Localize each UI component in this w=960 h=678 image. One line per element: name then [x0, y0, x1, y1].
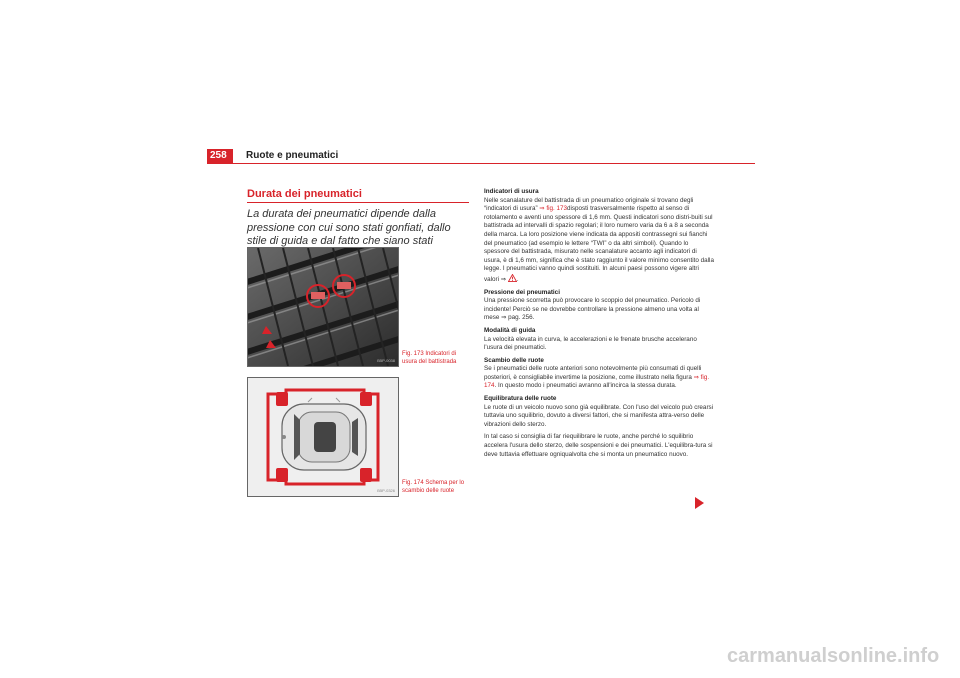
- page-number: 258: [210, 150, 227, 161]
- text-usura-a: Nelle scanalature del battistrada di un pneumatico originale si trovano degli “indicatori di usura”: [484, 196, 694, 213]
- section-intro: La durata dei pneumatici dipende dalla pressione con cui sono stati gonfiati, dallo stile di guida e dal fatto che siano stati: [247, 208, 451, 247]
- text-guida: La velocità elevata in curva, le accelerazioni e le frenate brusche accelerano l'usura dei pneumatici.: [484, 335, 697, 352]
- figure-wheel-rotation: [247, 377, 399, 497]
- figure-code: B5P-0326: [377, 488, 395, 493]
- text-usura-b: disposti trasversalmente rispetto al senso di rotolamento e aventi uno spessore di 1,6 mm. Questi indicatori sono distri-buiti sul battistrada ad intervalli di spazio regolari; il loro numero varia da 6 a 8 a seconda della marca. La loro posizione viene indicata da appositi contrassegni sui fianchi del pneumatico (ad esempio le lettere “TWI” o da altri simboli). Quando lo spessore del battistrada, misurato nelle scanalature accanto agli indicatori di usura, è di 1,6 mm, significa che è stato raggiunto il valore minimo consentito dalla legge. I pneumatici vanno quindi sostituiti. In alcuni paesi possono vigere altri valori ⇒: [484, 205, 714, 283]
- figure-173-caption: Fig. 173 Indicatori di usura del battistrada: [402, 351, 457, 365]
- text-pressione: Una pressione scorretta può provocare lo scoppio del pneumatico. Pericolo di incidente! Perciò se ne dovrebbe controllare la pressione almeno una volta al mese ⇒ pag. 256.: [484, 297, 701, 322]
- heading-scambio: Scambio delle ruote: [484, 356, 544, 364]
- text-scambio-a: Se i pneumatici delle ruote anteriori sono notevolmente più consumati di quelli posteriori, è consigliabile invertime la posizione, come illustrato nella figura: [484, 365, 702, 381]
- body-text-column: Indicatori di usura Nelle scanalature del battistrada di un pneumatico originale si trovano degli “indicatori di usura” ⇒ fig. 173disposti trasversalmente rispetto al senso di rotolamento e aventi uno spessore di 1,6 mm. Questi indicatori sono distri-buiti sul battistrada ad intervalli di spazio regolari; il loro numero varia da 6 a 8 a seconda della marca. La loro posizione viene indicata da appositi contrassegni sui fianchi del pneumatico (ad esempio le lettere “TWI” o da altri simboli). Quando lo spessore del battistrada, misurato nelle scanalature accanto agli indicatori di usura, è di 1,6 mm, significa che è stato raggiunto il valore minimo consentito dalla legge. I pneumatici vanno quindi sostituiti. In alcuni paesi possono vigere altri valori ⇒ . Pressione dei pneumatici Una pressione scorretta può provocare lo scoppio del pneumatico. Pericolo di incidente! Perciò se ne dovrebbe controllare la pressione almeno una volta al mese ⇒ pag. 256. Modalità di guida La velocità elevata in curva, le accelerazioni e le frenate brusche accelerano l'usura dei pneumatici. Scambio delle ruote Se i pneumatici delle ruote anteriori sono notevolmente più consumati di quelli posteriori, è consigliabile invertime la posizione, come illustrato nella figura ⇒ fig. 174. In questo modo i pneumatici avranno all'incirca la stessa durata. Equilibratura delle ruote Le ruote di un veicolo nuovo sono già equilibrate. Con l'uso del veicolo può crearsi tuttavia uno squilibrio, dovuto a diversi fattori, che si manifesta attra-verso delle vibrazioni dello sterzo. In tal caso si consiglia di far riequilibrare le ruote, anche perché lo squilibrio accelera l'usura dello sterzo, delle sospensioni e dei pneumatici. L'equilibra-tura si deve tuttavia effettuare ogniqualvolta che si monta un pneumatico nuovo.: [484, 188, 714, 458]
- text-equilibratura-1: Le ruote di un veicolo nuovo sono già equilibrate. Con l'uso del veicolo può crearsi tuttavia uno squilibrio, dovuto a diversi fattori, che si manifesta attra-verso delle vibrazioni dello sterzo.: [484, 403, 714, 428]
- tread-illustration: [248, 248, 398, 366]
- warning-triangle-icon[interactable]: [508, 274, 517, 282]
- figure-174-link[interactable]: ⇒ fig. 174: [484, 373, 710, 390]
- figure-174-caption: Fig. 174 Schema per lo scambio delle ruote: [402, 480, 465, 494]
- figure-code: B5P-0038: [377, 358, 395, 363]
- figure-tread-wear-indicators: [247, 247, 399, 367]
- continue-arrow-icon: [695, 497, 704, 509]
- car-top-view: [248, 378, 398, 496]
- text-equilibratura-2: In tal caso si consiglia di far riequilibrare le ruote, anche perché lo squilibrio accelera l'usura dello sterzo, delle sospensioni e dei pneumatici. L'equilibra-tura si deve tuttavia effettuare ogniqualvolta che si monta un pneumatico nuovo.: [484, 433, 713, 458]
- footer-watermark: carmanualsonline.info: [727, 645, 940, 667]
- heading-guida: Modalità di guida: [484, 326, 536, 334]
- heading-usura: Indicatori di usura: [484, 188, 539, 195]
- section-divider: [247, 202, 469, 203]
- page-number-badge: [207, 149, 233, 163]
- section-title: Durata dei pneumatici: [247, 188, 362, 200]
- heading-equilibratura: Equilibratura delle ruote: [484, 395, 557, 403]
- chapter-title: Ruote e pneumatici: [246, 150, 339, 161]
- heading-pressione: Pressione dei pneumatici: [484, 288, 560, 296]
- header-divider: [207, 163, 755, 164]
- figure-173-link[interactable]: ⇒ fig. 173: [539, 205, 567, 213]
- text-scambio-b: . In questo modo i pneumatici avranno all'incirca la stessa durata.: [494, 382, 677, 390]
